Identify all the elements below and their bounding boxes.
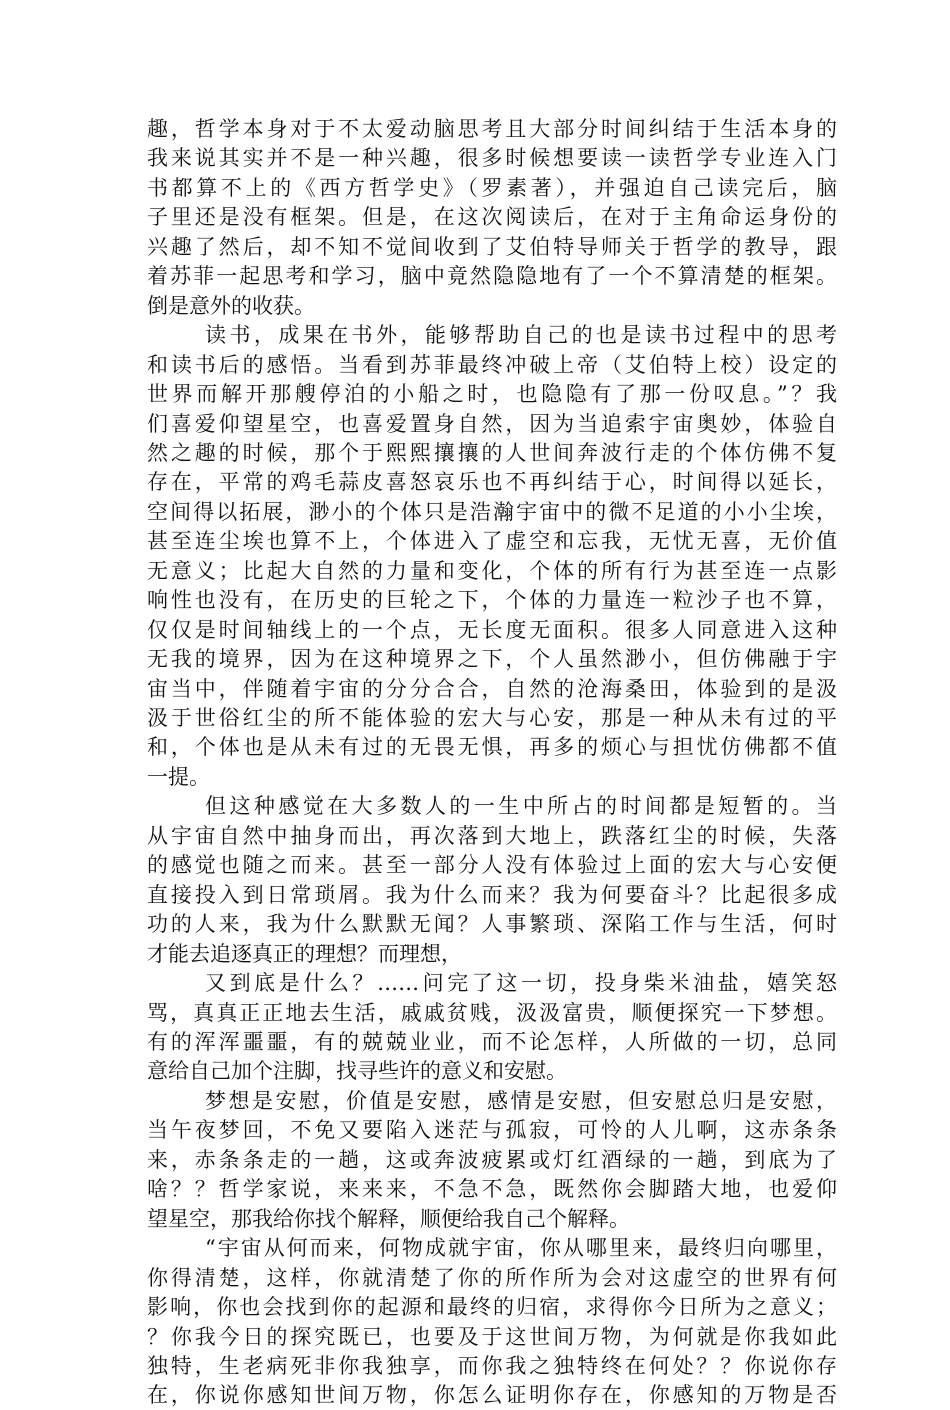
text-line: 着苏菲一起思考和学习，脑中竟然隐隐地有了一个不算清楚的框架。 bbox=[147, 264, 837, 289]
text-line: 才能去追逐真正的理想？而理想， bbox=[147, 941, 462, 966]
text-line: 我来说其实并不是一种兴趣，很多时候想要读一读哲学专业连入门 bbox=[147, 146, 837, 171]
paragraph-first-line: 但这种感觉在大多数人的一生中所占的时间都是短暂的。当 bbox=[205, 794, 837, 819]
text-line: 当午夜梦回，不免又要陷入迷茫与孤寂，可怜的人儿啊，这赤条条 bbox=[147, 1118, 837, 1143]
text-line: 望星空，那我给你找个解释，顺便给我自己个解释。 bbox=[147, 1206, 630, 1231]
text-line: 从宇宙自然中抽身而出，再次落到大地上，跌落红尘的时候，失落 bbox=[147, 823, 837, 848]
text-line: 无我的境界，因为在这种境界之下，个人虽然渺小，但仿佛融于宇 bbox=[147, 647, 837, 672]
text-line: 趣，哲学本身对于不太爱动脑思考且大部分时间纠结于生活本身的 bbox=[147, 117, 837, 141]
text-line: 你得清楚，这样，你就清楚了你的所作所为会对这虚空的世界有何 bbox=[147, 1265, 837, 1290]
text-line: 意给自己加个注脚，找寻些许的意义和安慰。 bbox=[147, 1059, 567, 1084]
text-line: 来，赤条条走的一趟，这或奔波疲累或灯红酒绿的一趟，到底为了 bbox=[147, 1147, 837, 1172]
text-line: 汲于世俗红尘的所不能体验的宏大与心安，那是一种从未有过的平 bbox=[147, 706, 837, 730]
text-line: 倒是意外的收获。 bbox=[147, 293, 315, 318]
paragraph-first-line: “宇宙从何而来，何物成就宇宙，你从哪里来，最终归向哪里， bbox=[205, 1236, 837, 1261]
text-line: 书都算不上的《西方哲学史》（罗素著），并强迫自己读完后，脑 bbox=[147, 175, 837, 200]
text-line: 独特，生老病死非你我独享，而你我之独特终在何处？？你说你存 bbox=[147, 1353, 837, 1378]
text-line: 空间得以拓展，渺小的个体只是浩瀚宇宙中的微不足道的小小尘埃， bbox=[147, 499, 837, 524]
text-line: 的感觉也随之而来。甚至一部分人没有体验过上面的宏大与心安便 bbox=[147, 853, 837, 878]
text-line: 仅仅是时间轴线上的一个点，无长度无面积。很多人同意进入这种 bbox=[147, 617, 837, 642]
text-line: 啥？？哲学家说，来来来，不急不急，既然你会脚踏大地，也爱仰 bbox=[147, 1177, 837, 1202]
text-line: 甚至连尘埃也算不上，个体进入了虚空和忘我，无忧无喜，无价值 bbox=[147, 529, 837, 554]
paragraph-first-line: 又到底是什么？……问完了这一切，投身柴米油盐，嬉笑怒 bbox=[205, 971, 837, 995]
text-line: 一提。 bbox=[147, 764, 210, 789]
text-line: 有的浑浑噩噩，有的兢兢业业，而不论怎样，人所做的一切，总同 bbox=[147, 1029, 837, 1054]
text-line: 影响，你也会找到你的起源和最终的归宿，求得你今日所为之意义； bbox=[147, 1295, 837, 1319]
text-line: 子里还是没有框架。但是，在这次阅读后，在对于主角命运身份的 bbox=[147, 205, 837, 230]
text-line: 宙当中，伴随着宇宙的分分合合，自然的沧海桑田，体验到的是汲 bbox=[147, 676, 837, 701]
text-line: 和，个体也是从未有过的无畏无惧，再多的烦心与担忧仿佛都不值 bbox=[147, 735, 837, 760]
text-line: 存在，平常的鸡毛蒜皮喜怒哀乐也不再纠结于心，时间得以延长， bbox=[147, 470, 837, 495]
paragraph-first-line: 梦想是安慰，价值是安慰，感情是安慰，但安慰总归是安慰， bbox=[205, 1088, 837, 1113]
text-line: 直接投入到日常琐屑。我为什么而来？我为何要奋斗？比起很多成 bbox=[147, 882, 837, 907]
text-line: 在，你说你感知世间万物，你怎么证明你存在，你感知的万物是否 bbox=[147, 1383, 837, 1408]
text-line: 兴趣了然后，却不知不觉间收到了艾伯特导师关于哲学的教导，跟 bbox=[147, 234, 837, 259]
text-line: 和读书后的感悟。当看到苏菲最终冲破上帝（艾伯特上校）设定的 bbox=[147, 352, 837, 377]
paragraph-first-line: 读书，成果在书外，能够帮助自己的也是读书过程中的思考 bbox=[205, 323, 837, 348]
text-line: 响性也没有，在历史的巨轮之下，个体的力量连一粒沙子也不算， bbox=[147, 588, 837, 613]
text-line: 们喜爱仰望星空，也喜爱置身自然，因为当追索宇宙奥妙，体验自 bbox=[147, 411, 837, 436]
text-line: ？你我今日的探究既已，也要及于这世间万物，为何就是你我如此 bbox=[147, 1324, 837, 1349]
text-line: 然之趣的时候，那个于熙熙攘攘的人世间奔波行走的个体仿佛不复 bbox=[147, 440, 837, 465]
text-line: 无意义；比起大自然的力量和变化，个体的所有行为甚至连一点影 bbox=[147, 558, 837, 583]
text-line: 骂，真真正正地去生活，戚戚贫贱，汲汲富贵，顺便探究一下梦想。 bbox=[147, 1000, 837, 1025]
text-line: 功的人来，我为什么默默无闻？人事繁琐、深陷工作与生活，何时 bbox=[147, 912, 837, 937]
text-line: 世界而解开那艘停泊的小船之时，也隐隐有了那一份叹息。”？我 bbox=[147, 382, 837, 407]
